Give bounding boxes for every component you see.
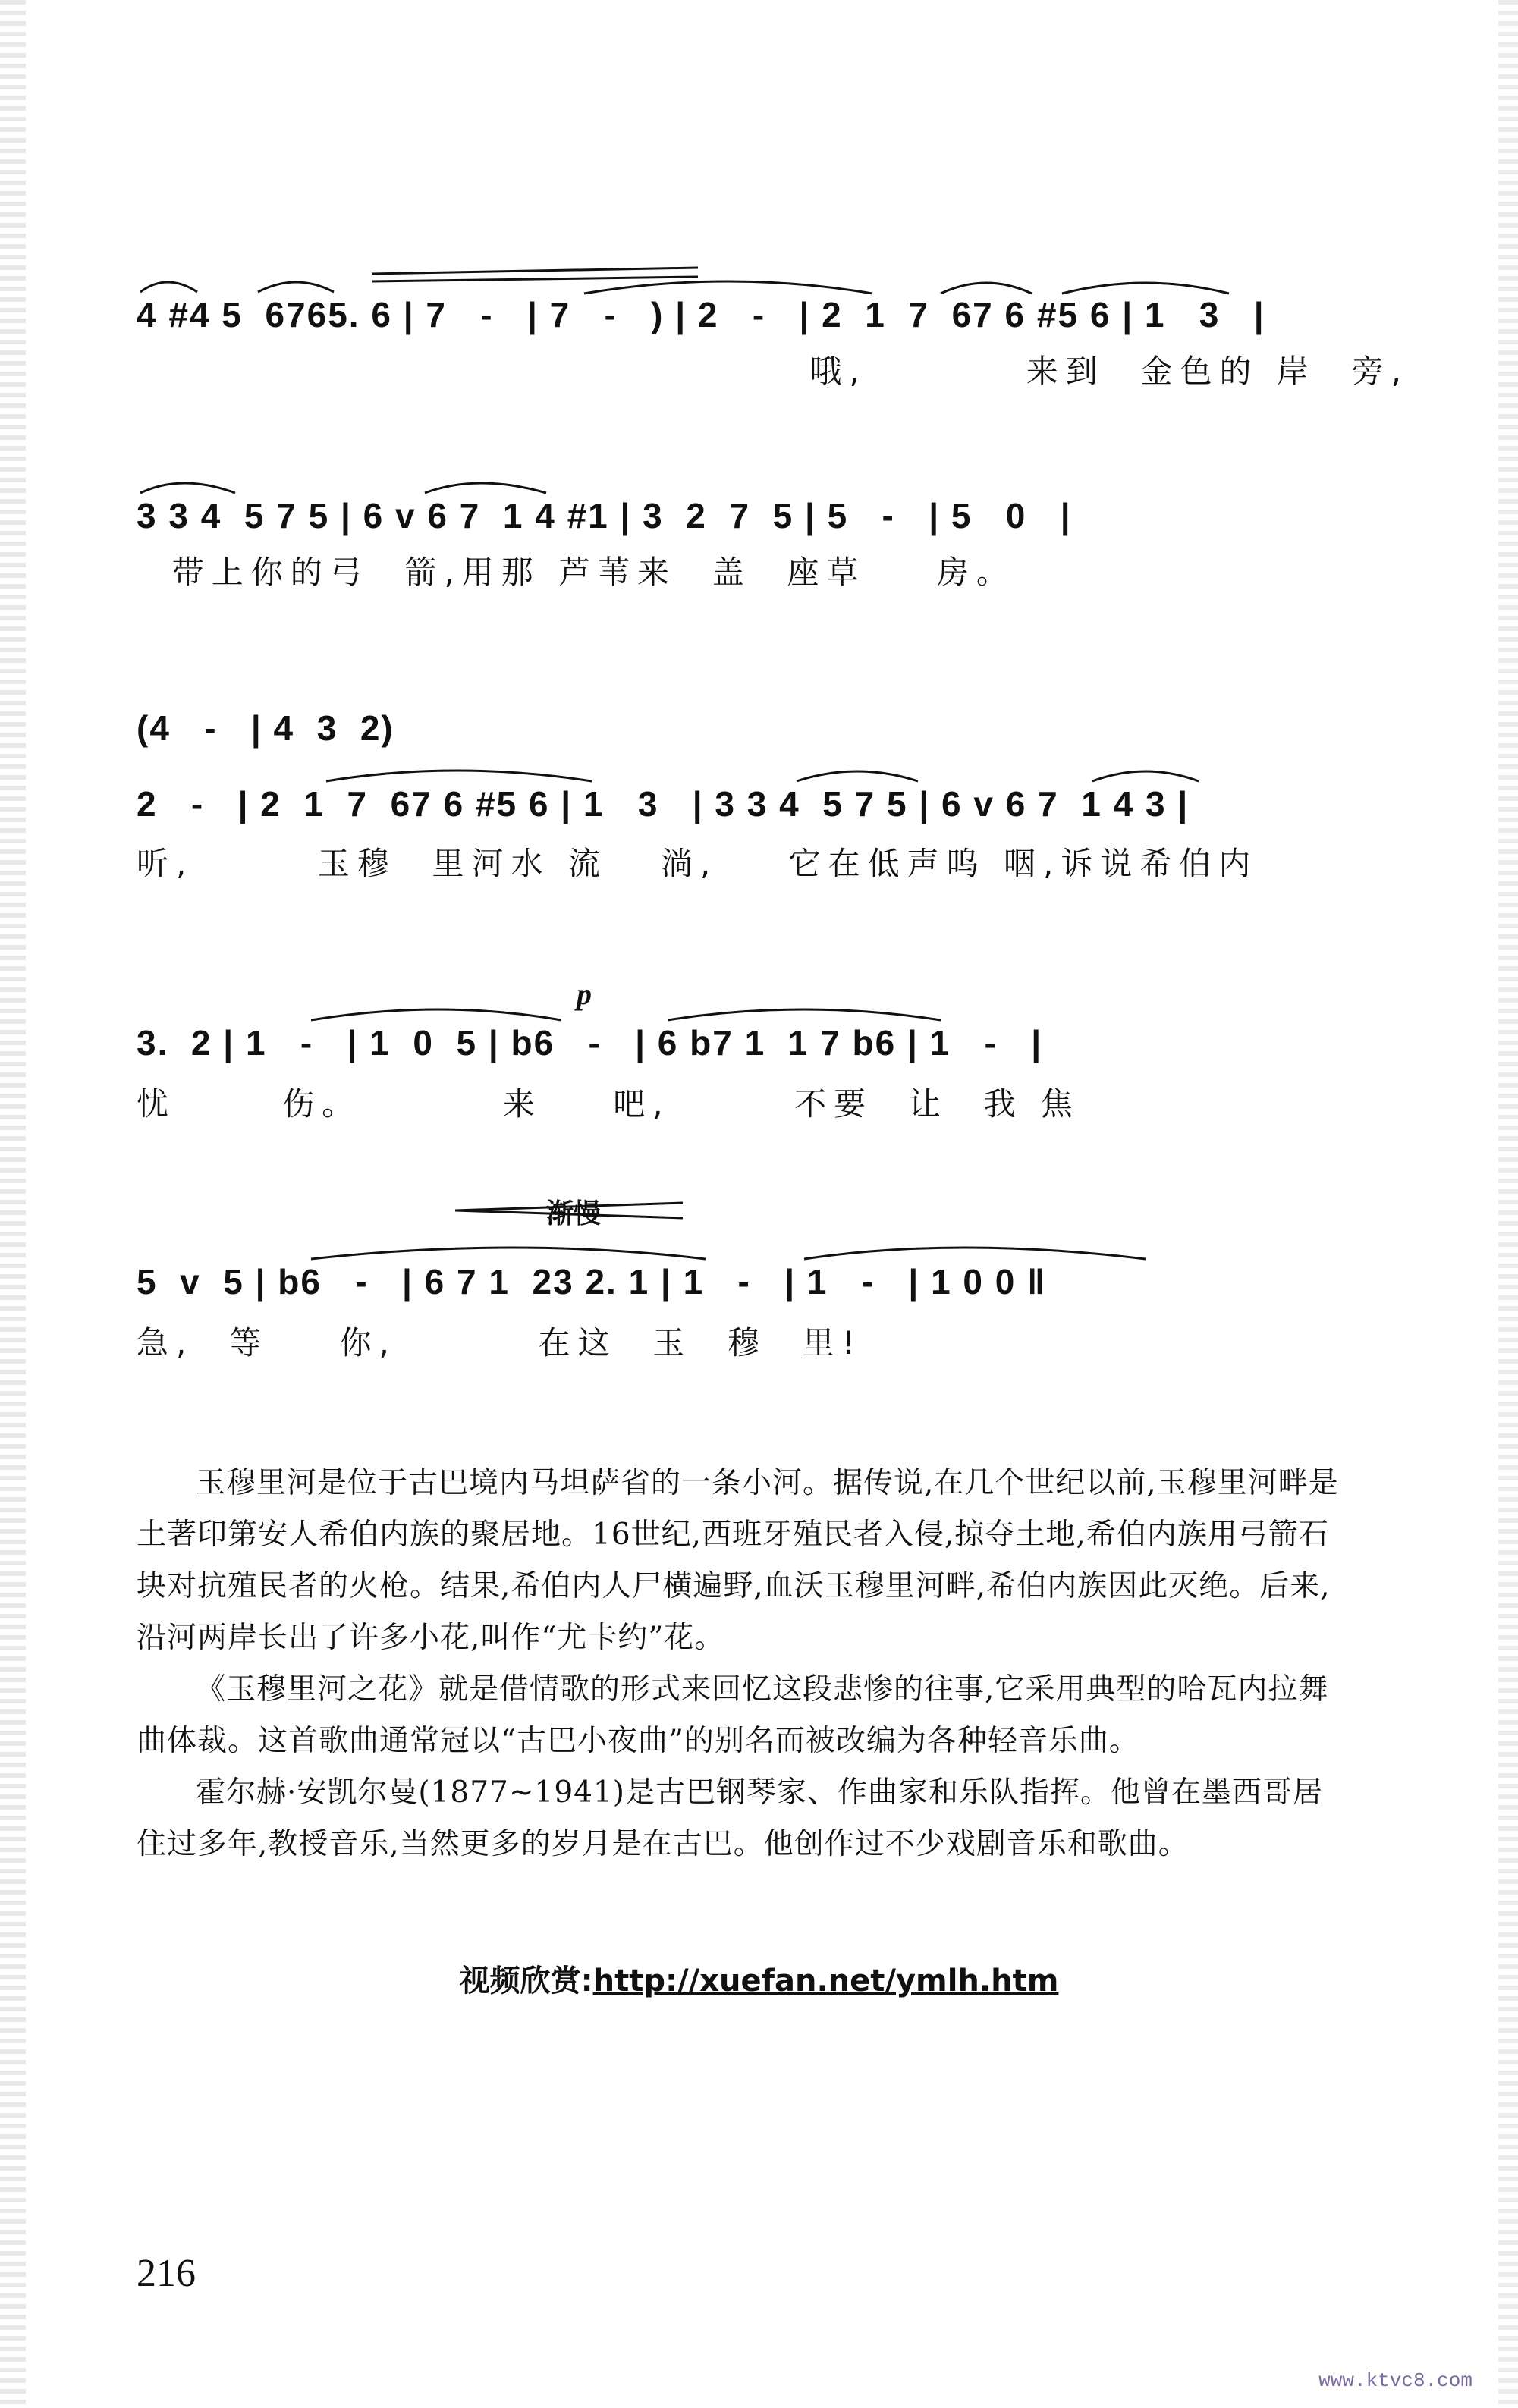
notation-line: 5 v 5 | b6 - | 6 7 1 23 2. 1 | 1 - | 1 - | 1 0 0 ‖ (137, 1262, 1047, 1301)
description-paragraph-1: 玉穆里河是位于古巴境内马坦萨省的一条小河。据传说,在几个世纪以前,玉穆里河畔是土著印第安人希伯内族的聚居地。16世纪,西班牙殖民者入侵,掠夺土地,希伯内族用弓箭石块对抗殖民者的火枪。结果,希伯内人尸横遍野,血沃玉穆里河畔,希伯内族因此灭绝。后来,沿河两岸长出了许多小花,叫作“尤卡约”花。 (137, 1466, 1339, 1655)
lyrics-line: 忧 伤。 来 吧, 不要 让 我 焦 (137, 1085, 1080, 1122)
notation-upper-line: (4 - | 4 3 2) (137, 708, 394, 748)
lyrics-line: 带上你的弓 箭,用那 芦苇来 盖 座草 房。 (137, 554, 1016, 591)
dynamic-marking: p (577, 977, 592, 1011)
page-edge-left (0, 0, 26, 2408)
description-paragraph-3: 霍尔赫·安凯尔曼(1877~1941)是古巴钢琴家、作曲家和乐队指挥。他曾在墨西哥居住过多年,教授音乐,当然更多的岁月是在古巴。他创作过不少戏剧音乐和歌曲。 (137, 1775, 1324, 1861)
page-edge-right (1498, 0, 1518, 2408)
site-watermark: www.ktvc8.com (1318, 2369, 1472, 2392)
notation-line: 4 #4 5 6765. 6 | 7 - | 7 - ) | 2 - | 2 1 7 67 6 #5 6 | 1 3 | (137, 295, 1265, 334)
video-label: 视频欣赏: (459, 1964, 593, 1998)
description-paragraph-2: 《玉穆里河之花》就是借情歌的形式来回忆这段悲惨的往事,它采用典型的哈瓦内拉舞曲体裁。这首歌曲通常冠以“古巴小夜曲”的别名而被改编为各种轻音乐曲。 (137, 1672, 1329, 1758)
notation-line: 2 - | 2 1 7 67 6 #5 6 | 1 3 | 3 3 4 5 7 5 | 6 v 6 7 1 4 3 | (137, 784, 1190, 824)
song-description (137, 1458, 1350, 1870)
notation-line: 3. 2 | 1 - | 1 0 5 | b6 - | 6 b7 1 1 7 b6 | 1 - | (137, 1023, 1043, 1063)
notation-line: 3 3 4 5 7 5 | 6 v 6 7 1 4 #1 | 3 2 7 5 | 5 - | 5 0 | (137, 496, 1072, 535)
tempo-marking: 渐慢 (546, 1198, 602, 1229)
video-link-line (0, 1957, 1518, 2000)
lyrics-line: 急, 等 你, 在这 玉 穆 里! (137, 1324, 863, 1361)
page-number: 216 (137, 2252, 196, 2295)
lyrics-line: 听, 玉穆 里河水 流 淌, 它在低声呜 咽,诉说希伯内 (137, 845, 1259, 882)
video-url-link[interactable]: http://xuefan.net/ymlh.htm (592, 1964, 1059, 1998)
lyrics-line: 哦, 来到 金色的 岸 旁, (137, 353, 1409, 390)
